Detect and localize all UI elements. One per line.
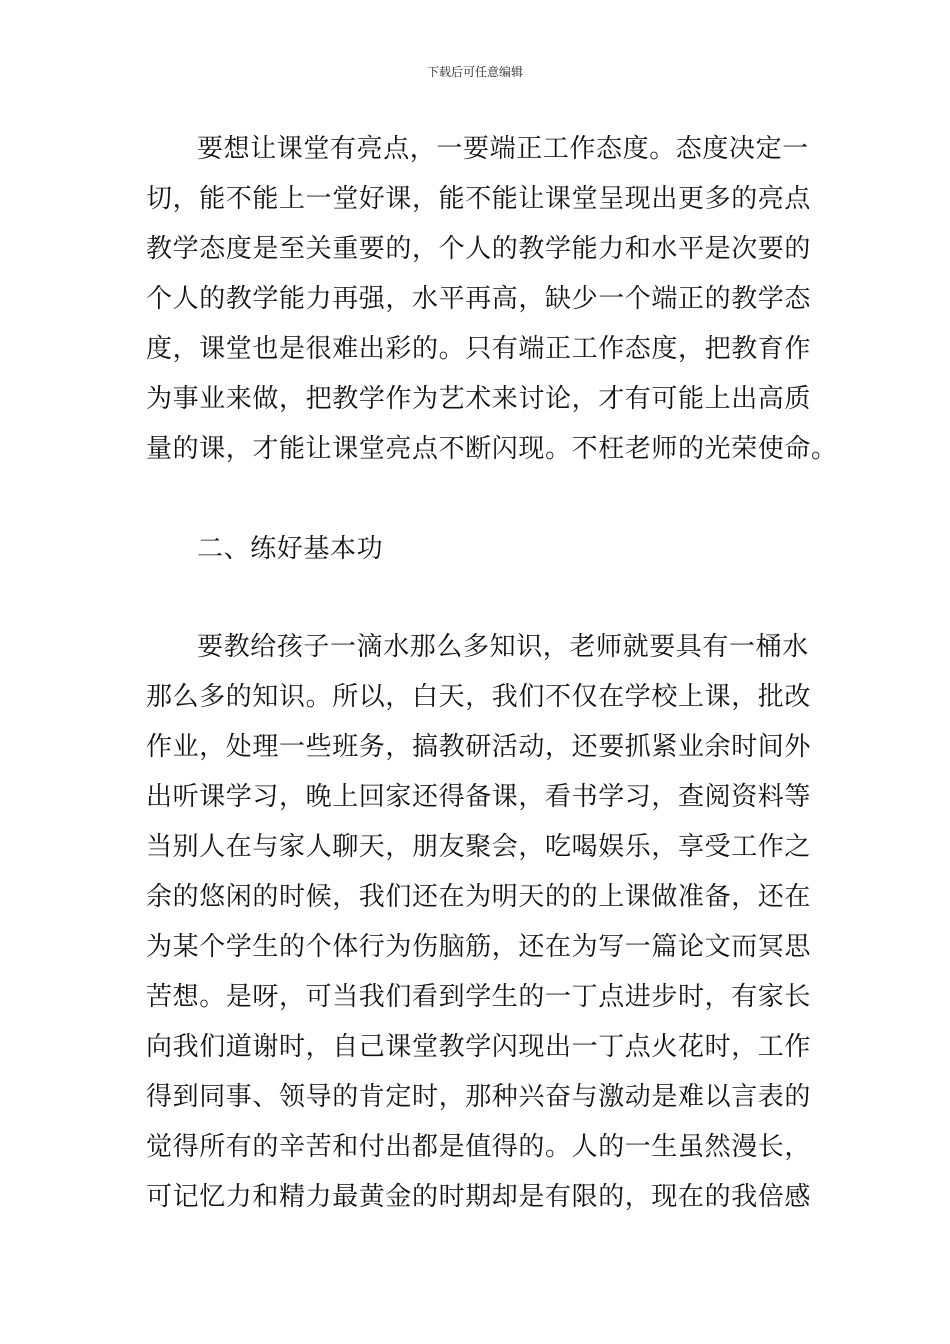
- paragraph-1-line: 为事业来做，把教学作为艺术来讨论，才有可能上出高质: [146, 384, 812, 414]
- paragraph-1-line: 切，能不能上一堂好课，能不能让课堂呈现出更多的亮点: [146, 184, 812, 214]
- paragraph-2-line: 出听课学习，晚上回家还得备课，看书学习，查阅资料等: [146, 782, 812, 812]
- paragraph-2-line: 要教给孩子一滴水那么多知识，老师就要具有一桶水: [197, 632, 809, 662]
- paragraph-2-line: 觉得所有的辛苦和付出都是值得的。人的一生虽然漫长，: [146, 1132, 812, 1162]
- paragraph-2-line: 苦想。是呀，可当我们看到学生的一丁点进步时，有家长: [146, 982, 812, 1012]
- paragraph-2-line: 当别人在与家人聊天，朋友聚会，吃喝娱乐，享受工作之: [146, 832, 812, 862]
- paragraph-1-line: 度，课堂也是很难出彩的。只有端正工作态度，把教育作: [146, 334, 812, 364]
- paragraph-1-line: 教学态度是至关重要的，个人的教学能力和水平是次要的: [146, 234, 812, 264]
- paragraph-2-line: 为某个学生的个体行为伤脑筋，还在为写一篇论文而冥思: [146, 932, 812, 962]
- paragraph-1-line: 量的课，才能让课堂亮点不断闪现。不枉老师的光荣使命。: [146, 434, 838, 464]
- section-heading: 二、练好基本功: [197, 534, 384, 564]
- paragraph-2-line: 余的悠闲的时候，我们还在为明天的的上课做准备，还在: [146, 882, 812, 912]
- paragraph-2-line: 得到同事、领导的肯定时，那种兴奋与激动是难以言表的: [146, 1082, 812, 1112]
- paragraph-1-line: 要想让课堂有亮点，一要端正工作态度。态度决定一: [197, 134, 809, 164]
- paragraph-1-line: 个人的教学能力再强，水平再高，缺少一个端正的教学态: [146, 284, 812, 314]
- paragraph-2-line: 那么多的知识。所以，白天，我们不仅在学校上课，批改: [146, 682, 812, 712]
- page-header: 下载后可任意编辑: [426, 65, 523, 79]
- paragraph-2-line: 作业，处理一些班务，搞教研活动，还要抓紧业余时间外: [146, 732, 812, 762]
- paragraph-2-line: 可记忆力和精力最黄金的时期却是有限的，现在的我倍感: [146, 1182, 812, 1212]
- paragraph-2-line: 向我们道谢时，自己课堂教学闪现出一丁点火花时，工作: [146, 1032, 812, 1062]
